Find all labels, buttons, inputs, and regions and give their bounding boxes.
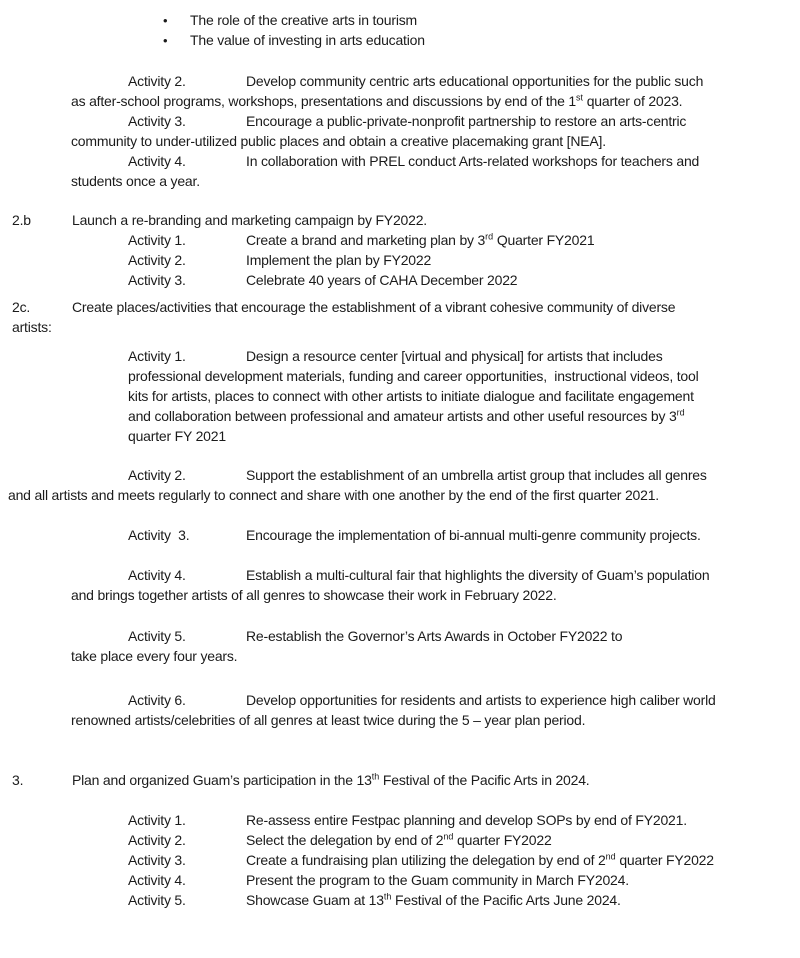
activity-3-1-line-1 (0, 810, 800, 830)
activity-2b-3-line-1 (0, 270, 800, 290)
text-run: Develop community centric arts educational opportunities for the public such (246, 73, 704, 89)
superscript-ordinal: rd (485, 231, 494, 242)
activity-2a-3-line-2 (0, 131, 800, 151)
activity-label: Activity 6. (128, 692, 186, 708)
text-run: Design a resource center [virtual and physical] for artists that includes (246, 348, 663, 364)
text-run: community to under-utilized public places and obtain a creative placemaking grant [NEA]. (71, 133, 606, 149)
activity-2a-4-line-2 (0, 171, 800, 191)
text-run: Plan and organized Guam’s participation in the 13 (72, 772, 372, 788)
bullet-icon: • (163, 33, 168, 48)
activity-3-2-line-1 (0, 830, 800, 850)
text-run: Implement the plan by FY2022 (246, 252, 432, 268)
text-run: Celebrate 40 years of CAHA December 2022 (246, 272, 518, 288)
text-run: professional development materials, funding and career opportunities, instructional videos, tool (128, 368, 699, 384)
section-number: 2c. (12, 299, 31, 315)
section-number: 3. (12, 772, 24, 788)
section-2b-line-1 (0, 210, 800, 230)
activity-2c-1-line-2 (0, 366, 800, 386)
section-number: 2.b (12, 212, 31, 228)
superscript-ordinal: th (383, 891, 392, 902)
activity-2c-6-line-2 (0, 710, 800, 730)
text-run: Create a fundraising plan utilizing the delegation by end of 2 (246, 852, 606, 868)
activity-2c-4-line-2 (0, 585, 800, 605)
activity-3-5-line-1 (0, 890, 800, 910)
activity-label: Activity 3. (128, 527, 190, 543)
text-run: Select the delegation by end of 2 (246, 832, 444, 848)
activity-2c-1-line-5 (0, 426, 800, 446)
activity-label: Activity 2. (128, 73, 186, 89)
activity-2c-5-line-2 (0, 646, 800, 666)
activity-label: Activity 5. (128, 628, 186, 644)
activity-label: Activity 4. (128, 872, 186, 888)
section-3-line-1 (0, 770, 800, 790)
activity-label: Activity 1. (128, 812, 186, 828)
text-run: and collaboration between professional and amateur artists and other useful resources by 3 (128, 408, 677, 424)
section-2c-line-2 (0, 317, 800, 337)
text-run: In collaboration with PREL conduct Arts-related workshops for teachers and (246, 153, 700, 169)
activity-2c-2-line-2 (0, 485, 800, 505)
text-run: students once a year. (71, 173, 200, 189)
text-run: The role of the creative arts in tourism (190, 12, 417, 28)
activity-label: Activity 4. (128, 567, 186, 583)
activity-label: Activity 5. (128, 892, 186, 908)
text-run: as after-school programs, workshops, presentations and discussions by end of the 1 (71, 93, 576, 109)
activity-2c-2-line-1 (0, 465, 800, 485)
text-run: Develop opportunities for residents and artists to experience high caliber world (246, 692, 716, 708)
activity-2a-2-line-2 (0, 91, 800, 111)
activity-label: Activity 1. (128, 348, 186, 364)
activity-2c-3-line-1 (0, 525, 800, 545)
superscript-ordinal: st (576, 92, 584, 103)
activity-2a-3-line-1 (0, 111, 800, 131)
text-run: Showcase Guam at 13 (246, 892, 384, 908)
activity-3-3-line-1 (0, 850, 800, 870)
activity-label: Activity 4. (128, 153, 186, 169)
activity-2c-6-line-1 (0, 690, 800, 710)
activity-label: Activity 2. (128, 252, 186, 268)
text-run: Encourage the implementation of bi-annual multi-genre community projects. (246, 527, 701, 543)
activity-2a-2-line-1 (0, 71, 800, 91)
activity-2c-1-line-1 (0, 346, 800, 366)
activity-2c-5-line-1 (0, 626, 800, 646)
text-run: Re-assess entire Festpac planning and develop SOPs by end of FY2021. (246, 812, 687, 828)
text-run: and brings together artists of all genres to showcase their work in February 2022. (71, 587, 557, 603)
text-run: and all artists and meets regularly to connect and share with one another by the end of the first quarter 2021. (8, 487, 659, 503)
superscript-ordinal: th (371, 771, 380, 782)
text-run: Create a brand and marketing plan by 3 (246, 232, 486, 248)
activity-2c-1-line-4 (0, 406, 800, 426)
activity-2c-1-line-3 (0, 386, 800, 406)
text-run: quarter of 2023. (583, 93, 683, 109)
activity-2b-2-line-1 (0, 250, 800, 270)
text-run: Quarter FY2021 (493, 232, 595, 248)
text-run: artists: (12, 319, 52, 335)
text-run: kits for artists, places to connect with other artists to initiate dialogue and facilitate engagement (128, 388, 694, 404)
text-run: Re-establish the Governor’s Arts Awards in October FY2022 to (246, 628, 623, 644)
text-run: renowned artists/celebrities of all genres at least twice during the 5 – year plan period. (71, 712, 586, 728)
text-run: Festival of the Pacific Arts in 2024. (379, 772, 590, 788)
superscript-ordinal: nd (443, 831, 454, 842)
text-run: The value of investing in arts education (190, 32, 425, 48)
bullet-item-tourism-line-1 (0, 10, 800, 30)
text-run: quarter FY2022 (453, 832, 552, 848)
text-run: Support the establishment of an umbrella artist group that includes all genres (246, 467, 707, 483)
activity-3-4-line-1 (0, 870, 800, 890)
superscript-ordinal: rd (676, 407, 685, 418)
activity-label: Activity 1. (128, 232, 186, 248)
text-run: Festival of the Pacific Arts June 2024. (391, 892, 621, 908)
activity-label: Activity 3. (128, 272, 186, 288)
text-run: Create places/activities that encourage the establishment of a vibrant cohesive community of diverse (72, 299, 676, 315)
activity-label: Activity 3. (128, 852, 186, 868)
text-run: Establish a multi-cultural fair that highlights the diversity of Guam’s population (246, 567, 710, 583)
text-run: quarter FY 2021 (128, 428, 226, 444)
text-run: take place every four years. (71, 648, 238, 664)
section-2c-line-1 (0, 297, 800, 317)
superscript-ordinal: nd (605, 851, 616, 862)
bullet-icon: • (163, 13, 168, 28)
activity-label: Activity 3. (128, 113, 186, 129)
activity-label: Activity 2. (128, 832, 186, 848)
activity-2c-4-line-1 (0, 565, 800, 585)
text-run: quarter FY2022 (615, 852, 714, 868)
bullet-item-education-line-1 (0, 30, 800, 50)
text-run: Encourage a public-private-nonprofit partnership to restore an arts-centric (246, 113, 687, 129)
activity-2b-1-line-1 (0, 230, 800, 250)
text-run: Present the program to the Guam community in March FY2024. (246, 872, 629, 888)
text-run: Launch a re-branding and marketing campaign by FY2022. (72, 212, 427, 228)
activity-2a-4-line-1 (0, 151, 800, 171)
activity-label: Activity 2. (128, 467, 186, 483)
